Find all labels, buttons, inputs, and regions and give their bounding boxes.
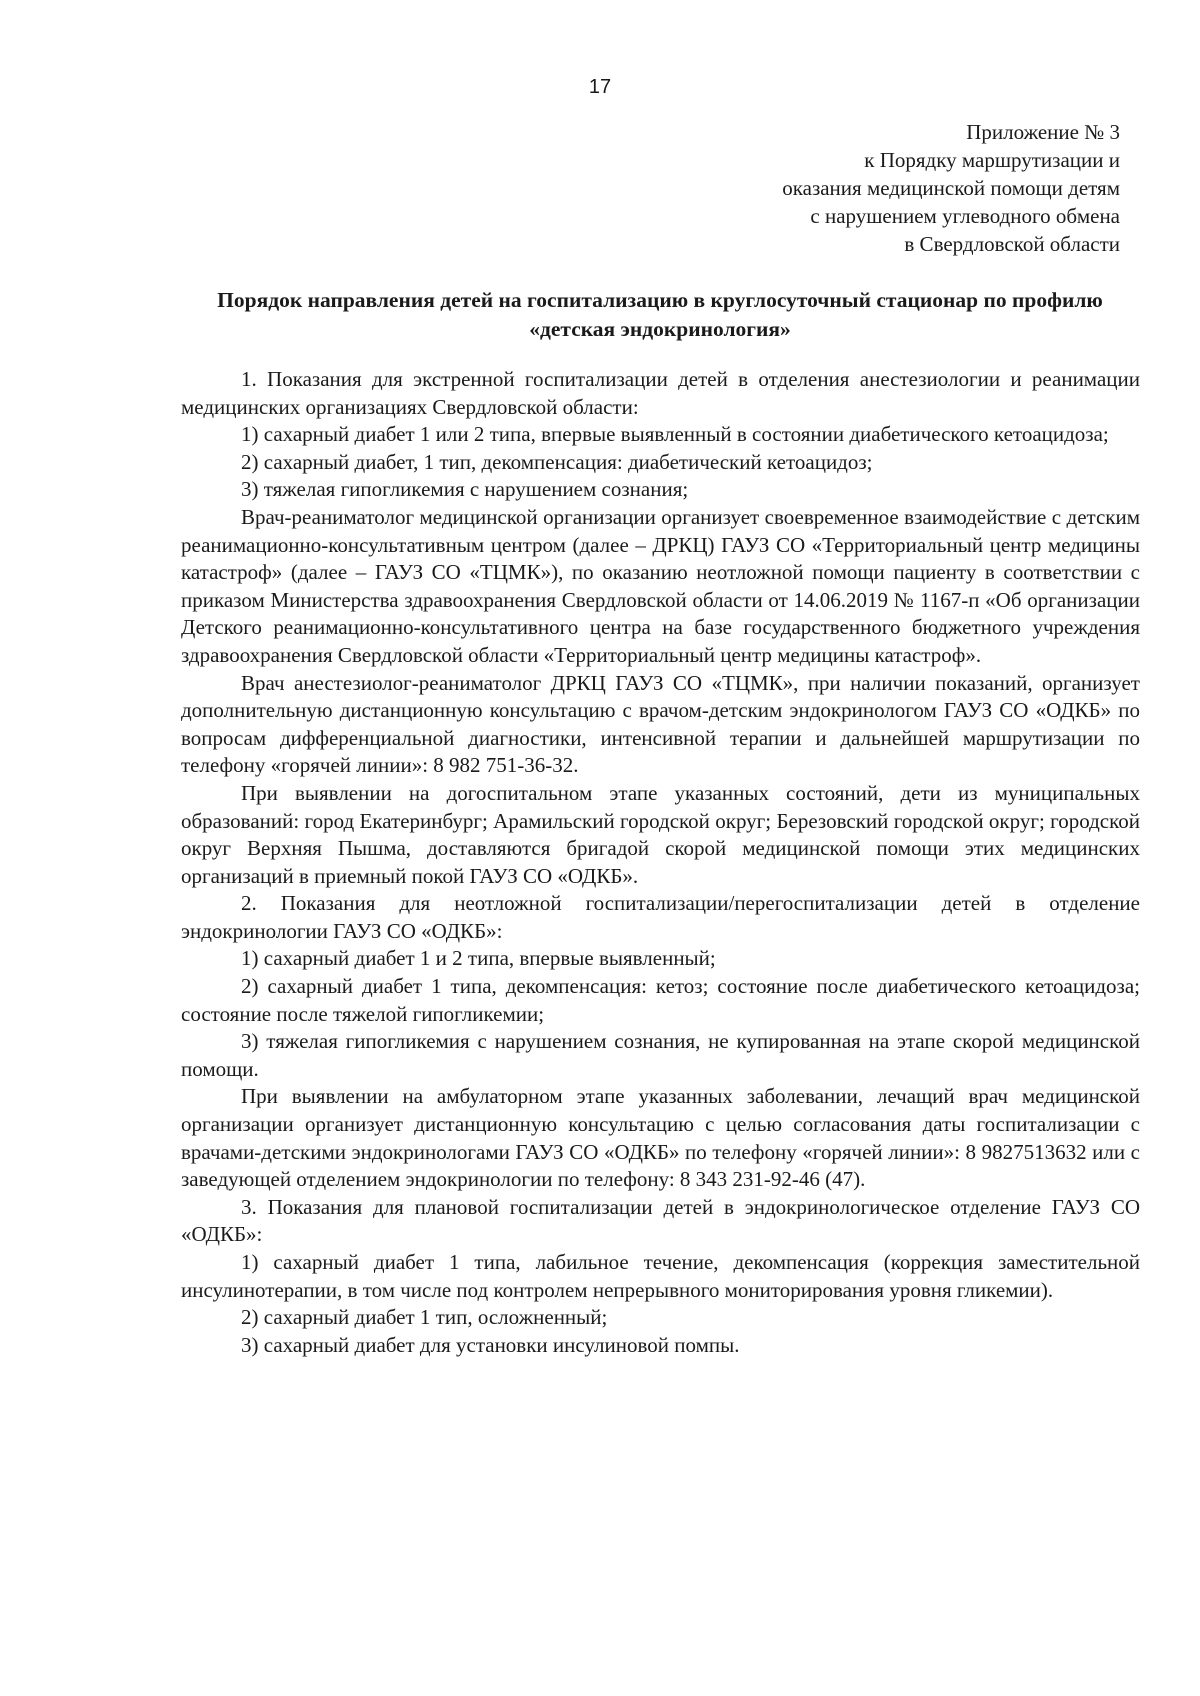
document-title: Порядок направления детей на госпитализацию в круглосуточный стационар по профилю «детская эндокринология» [217, 288, 1103, 341]
section-2-heading: 2. Показания для неотложной госпитализации/перегоспитализации детей в отделение эндокринологии ГАУЗ СО «ОДКБ»: [181, 891, 1140, 943]
list-item: 2) сахарный диабет 1 типа, декомпенсация: кетоз; состояние после диабетического кетоацидоза; состояние после тяжелой гипогликемии; [181, 974, 1140, 1026]
list-item: 3) тяжелая гипогликемия с нарушением сознания, не купированная на этапе скорой медицинской помощи. [181, 1029, 1140, 1081]
section-3-heading: 3. Показания для плановой госпитализации детей в эндокринологическое отделение ГАУЗ СО «ОДКБ»: [181, 1194, 1140, 1247]
appendix-block [782, 118, 1120, 258]
document-body [181, 366, 1140, 1359]
appendix-line: к Порядку маршрутизации и [864, 148, 1120, 172]
list-item: 2) сахарный диабет 1 тип, осложненный; [241, 1305, 608, 1330]
paragraph: При выявлении на амбулаторном этапе указанных заболевании, лечащий врач медицинской организации организует дистанционную консультацию с целью согласования даты госпитализации с врачами-детскими эндокринологами ГАУЗ СО «ОДКБ» по телефону «горячей линии»: 8 9827513632 или с заведующей отделением эндокринологии по телефону: 8 343 231-92-46 (47). [181, 1084, 1140, 1192]
appendix-line: Приложение № 3 [966, 120, 1120, 144]
list-item: 1) сахарный диабет 1 или 2 типа, впервые выявленный в состоянии диабетического кетоацидоза; [241, 422, 1109, 447]
list-item: 1) сахарный диабет 1 и 2 типа, впервые выявленный; [241, 946, 716, 971]
paragraph: При выявлении на догоспитальном этапе указанных состояний, дети из муниципальных образований: город Екатеринбург; Арамильский городской округ; Березовский городской округ; городской округ Верхняя Пышма, доставляются бригадой скорой медицинской помощи этих медицинских организаций в приемный покой ГАУЗ СО «ОДКБ». [181, 780, 1140, 888]
appendix-line: в Свердловской области [904, 232, 1120, 256]
paragraph: Врач анестезиолог-реаниматолог ДРКЦ ГАУЗ СО «ТЦМК», при наличии показаний, организует дополнительную дистанционную консультацию с врачом-детским эндокринологом ГАУЗ СО «ОДКБ» по вопросам дифференциальной диагностики, интенсивной терапии и дальнейшей маршрутизации по телефону «горячей линии»: 8 982 751-36-32. [181, 670, 1140, 778]
list-item: 1) сахарный диабет 1 типа, лабильное течение, декомпенсация (коррекция заместительной инсулинотерапии, в том числе под контролем непрерывного мониторирования уровня гликемии). [181, 1250, 1140, 1302]
section-1-heading: 1. Показания для экстренной госпитализации детей в отделения анестезиологии и реанимации медицинских организациях Свердловской области: [181, 367, 1140, 419]
page-number: 17 [588, 76, 612, 98]
paragraph: Врач-реаниматолог медицинской организации организует своевременное взаимодействие с детским реанимационно-консультативным центром (далее – ДРКЦ) ГАУЗ СО «Территориальный центр медицины катастроф» (далее – ГАУЗ СО «ТЦМК»), по оказанию неотложной помощи пациенту в соответствии с приказом Министерства здравоохранения Свердловской области от 14.06.2019 № 1167-п «Об организации Детского реанимационно-консультативного центра на базе государственного бюджетного учреждения здравоохранения Свердловской области «Территориальный центр медицины катастроф». [181, 504, 1140, 667]
list-item: 2) сахарный диабет, 1 тип, декомпенсация: диабетический кетоацидоз; [241, 449, 873, 474]
appendix-line: с нарушением углеводного обмена [810, 204, 1120, 228]
list-item: 3) тяжелая гипогликемия с нарушением сознания; [241, 477, 689, 502]
list-item: 3) сахарный диабет для установки инсулиновой помпы. [241, 1332, 740, 1357]
appendix-line: оказания медицинской помощи детям [782, 176, 1120, 200]
